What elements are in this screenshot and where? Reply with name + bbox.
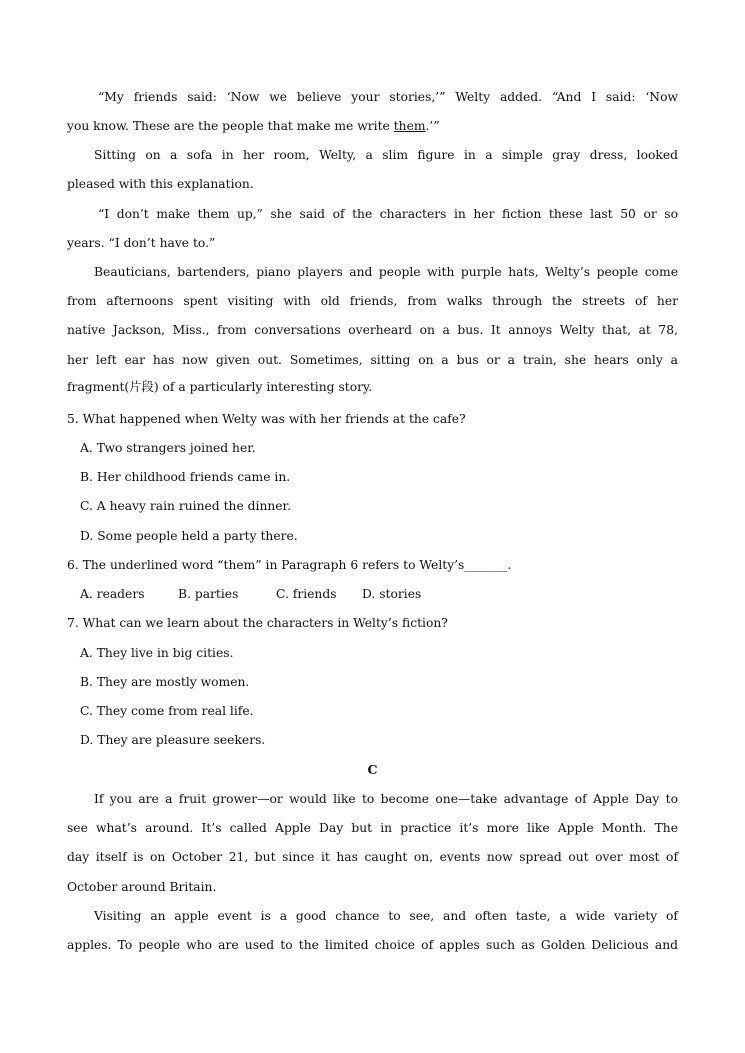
passage-b-line: from afternoons spent visiting with old friends, from walks through the streets of her [67,294,678,308]
passage-b-line: her left ear has now given out. Sometimes, sitting on a bus or a train, she hears only a [67,353,678,367]
passage-c-line: apples. To people who are used to the limited choice of apples such as Golden Delicious and [67,938,678,952]
passage-c-line: Visiting an apple event is a good chance to see, and often taste, a wide variety of [94,909,678,923]
passage-b-line: years. “I don’t have to.” [67,236,216,250]
question-7-stem: 7. What can we learn about the characters in Welty’s fiction? [67,616,448,630]
passage-b-line: native Jackson, Miss., from conversations overheard on a bus. It annoys Welty that, at 78, [67,323,678,337]
question-5-stem: 5. What happened when Welty was with her friends at the cafe? [67,412,466,426]
text-segment: .’” [425,119,440,133]
question-6-option-c: C. friends [276,587,337,601]
passage-b-line: pleased with this explanation. [67,177,254,191]
question-6-option-b: B. parties [178,587,239,601]
passage-b-line [67,118,678,134]
question-6-option-d: D. stories [362,587,422,601]
question-6-stem: 6. The underlined word “them” in Paragraph 6 refers to Welty’s_______. [67,558,512,572]
question-5-option-b: B. Her childhood friends came in. [80,470,291,484]
passage-c-line: day itself is on October 21, but since it has caught on, events now spread out over most of [67,850,678,864]
question-7-option-b: B. They are mostly women. [80,675,250,689]
text-segment: you know. These are the people that make me write [67,119,394,133]
question-7-option-a: A. They live in big cities. [80,646,234,660]
question-5-option-a: A. Two strangers joined her. [80,441,256,455]
passage-c-line: see what’s around. It’s called Apple Day but in practice it’s more like Apple Month. The [67,821,678,835]
question-5-option-c: C. A heavy rain ruined the dinner. [80,499,291,513]
passage-b-line: “My friends said: ‘Now we believe your stories,’” Welty added. “And I said: ‘Now [98,90,678,104]
passage-b-line: Sitting on a sofa in her room, Welty, a slim figure in a simple gray dress, looked [94,148,678,162]
question-5-option-d: D. Some people held a party there. [80,529,298,543]
passage-c-line: October around Britain. [67,880,217,894]
section-heading-c: C [367,762,378,777]
underlined-word-them: them [393,119,426,133]
passage-c-line: If you are a fruit grower—or would like to become one—take advantage of Apple Day to [94,792,678,806]
passage-b-line: “I don’t make them up,” she said of the characters in her fiction these last 50 or so [98,207,678,221]
question-7-option-c: C. They come from real life. [80,704,254,718]
question-6-option-a: A. readers [80,587,145,601]
passage-b-line: Beauticians, bartenders, piano players and people with purple hats, Welty’s people come [94,265,678,279]
passage-b-line: fragment(片段) of a particularly interesting story. [67,380,373,394]
question-7-option-d: D. They are pleasure seekers. [80,733,266,747]
